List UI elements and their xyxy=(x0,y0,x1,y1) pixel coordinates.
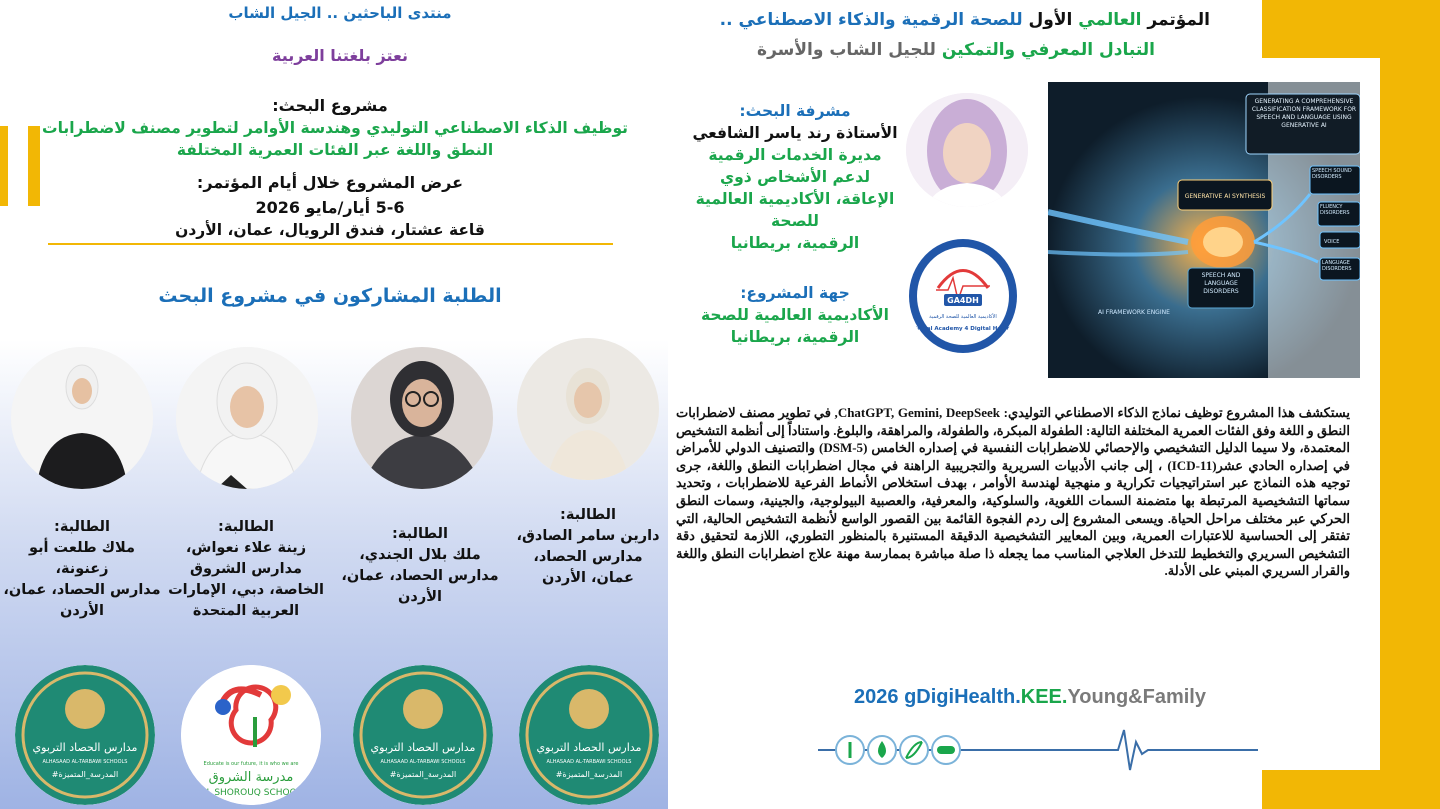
ai-image-label: VOICE xyxy=(1324,239,1340,245)
logo-text: #المدرسة_المتميزة xyxy=(51,770,119,779)
student-location: عمان، الأردن xyxy=(542,570,634,586)
logo-text: مدارس الحصاد التربوي xyxy=(32,741,138,754)
student-card xyxy=(508,505,668,589)
student-location: العربية المتحدة xyxy=(192,603,300,619)
supervisor-role: مديرة الخدمات الرقمية لدعم الأشخاص ذوي الإعاقة، الأكاديمية العالمية للصحة xyxy=(695,146,895,230)
supervisor-name: الأستاذة رند ياسر الشافعي xyxy=(692,124,898,142)
ai-image-label: SPEECH AND LANGUAGE DISORDERS xyxy=(1201,272,1241,295)
logo-text: GA4DH xyxy=(947,296,979,305)
student-card xyxy=(0,517,164,622)
student-school: مدارس الحصاد، عمان، xyxy=(341,568,499,584)
logo-text: ALHASAAD AL-TARBAWI SCHOOLS xyxy=(546,759,632,765)
conf-text: الأول xyxy=(1022,10,1079,30)
ai-image-label: SPEECH SOUND DISORDERS xyxy=(1312,168,1352,180)
logo-text: مدارس الحصاد التربوي xyxy=(370,741,476,754)
showing-venue: قاعة عشتار، فندق الرويال، عمان، الأردن xyxy=(175,221,485,239)
student-location: الأردن xyxy=(60,603,104,619)
supervisor-role-tail: الرقمية، بريطانيا xyxy=(730,234,860,252)
student-label: الطالبة: xyxy=(218,519,274,535)
sponsor-block xyxy=(690,282,900,348)
dna-icon xyxy=(900,736,928,764)
ai-image-title: GENERATING A COMPREHENSIVE CLASSIFICATION FRAMEWORK FOR SPEECH AND LANGUAGE USING GENERATIVE AI xyxy=(1251,98,1357,129)
ai-framework-image xyxy=(1048,82,1360,378)
medical-bag-icon xyxy=(836,736,864,764)
logo-text: #المدرسة_المتميزة xyxy=(389,770,457,779)
logo-text: الأكاديمية العالمية للصحة الرقمية xyxy=(929,314,997,320)
gold-accent-bar xyxy=(0,126,8,206)
conf-text: للصحة الرقمية والذكاء الاصطناعي .. xyxy=(719,10,1023,30)
project-title: توظيف الذكاء الاصطناعي التوليدي وهندسة الأوامر لتطوير مصنف لاضطرابات النطق واللغة عبر الفئات العمرية المختلفة xyxy=(42,119,628,159)
showing-label: عرض المشروع خلال أيام المؤتمر: xyxy=(196,173,464,192)
alshorouq-logo-icon xyxy=(181,665,321,805)
logo-text: Global Academy 4 Digital Health xyxy=(912,326,1014,332)
abstract-paragraph: يستكشف هذا المشروع توظيف نماذج الذكاء الاصطناعي التوليدي: ChatGPT, Gemini, DeepSeek, في تطوير مصنف لاضطرابات النطق و اللغة وفق الفئات العمرية المختلفة التالية: الطفولة المبكرة، والطفولة، والمراهقة، والبلوغ. واستناداً إلى أنظمة التشخيص المعتمدة، ولا سيما الدليل التشخيصي والإحصائي للاضطرابات النفسية في إصداره الخامس (DSM-5) والتصنيف الدولي للأمراض في إصداره الحادي عشر(ICD-11) ، إلى جانب الأدبيات السريرية والتجريبية الراهنة في مجال اضطرابات النطق واللغة، جرى توجيه هذه النماذج عبر استراتيجيات تكرارية و منهجية لهندسة الأوامر ، بهدف استخلاص الأنماط الفرعية للاضطرابات ، وتحديد سماتها التشخيصية المرتبطة بها متضمنة السمات اللغوية، والسلوكية، والمعرفية، والعصبية البيولوجية، والجينية، وسمات النطق الحركي عبر مختلف مراحل الحياة. ويسعى المشروع إلى ردم الفجوة القائمة بين القصور الواسع لأنظمة التشخيص الحالية، التي تفتقر إلى الحساسية للاعتبارات العمرية، وبين المعايير التشخيصية الدقيقة المستنيرة بالمنظور التطوري، اللازمة لتحقيق دقة التشخيص السريري والتخطيط للتدخل العلاجي المناسب مما يجعله ذا صلة مباشرة بممارسة مهنة علاج اضطرابات النطق واللغة والقرار السريري المبني على الأدلة. xyxy=(676,405,1350,579)
tagline-part: Young&Family xyxy=(1067,686,1206,708)
ai-image-label: FLUENCY DISORDERS xyxy=(1320,204,1350,216)
student-label: الطالبة: xyxy=(560,507,616,523)
student-photo-icon xyxy=(176,347,318,489)
conf-text: للجيل الشاب والأسرة xyxy=(757,40,936,60)
student-photo-icon xyxy=(517,338,659,480)
supervisor-photo-icon xyxy=(906,93,1028,207)
drop-icon xyxy=(868,736,896,764)
conference-title-line1 xyxy=(700,10,1210,30)
logo-text: Educate is our future, it is who we are xyxy=(203,761,299,767)
student-label: الطالبة: xyxy=(54,519,110,535)
ai-image-label: AI FRAMEWORK ENGINE xyxy=(1098,309,1170,316)
tagline-part: 2026 gDigiHealth. xyxy=(854,686,1021,708)
conf-text: المؤتمر xyxy=(1141,10,1210,30)
showing-date: 5-6 أيار/مايو 2026 xyxy=(255,198,405,217)
student-location: الأردن xyxy=(398,589,442,605)
alhasaad-logo-icon xyxy=(15,665,155,805)
sponsor-org: الأكاديمية العالمية للصحة xyxy=(700,306,889,324)
sponsor-label: جهة المشروع: xyxy=(740,284,850,302)
student-name: دارين سامر الصادق، xyxy=(516,528,660,544)
student-card xyxy=(340,524,500,608)
student-name: ملك بلال الجندي، xyxy=(359,547,481,563)
supervisor-label: مشرفة البحث: xyxy=(739,102,851,120)
logo-text: ALHASAAD AL-TARBAWI SCHOOLS xyxy=(380,759,466,765)
ai-image-label: GENERATIVE AI SYNTHESIS xyxy=(1184,193,1266,200)
project-label: مشروع البحث: xyxy=(272,96,388,115)
ai-image-label: LANGUAGE DISORDERS xyxy=(1322,260,1352,272)
logo-text: AL SHOROUQ SCHOOL xyxy=(200,788,302,798)
students-heading: الطلبة المشاركون في مشروع البحث xyxy=(158,285,502,307)
logo-text: ALHASAAD AL-TARBAWI SCHOOLS xyxy=(42,759,128,765)
student-label: الطالبة: xyxy=(392,526,448,542)
logo-text: مدارس الحصاد التربوي xyxy=(536,741,642,754)
student-name: زينة علاء نعواش، xyxy=(185,540,307,556)
event-tagline xyxy=(800,686,1260,709)
logo-text: مدرسة الشروق xyxy=(208,770,294,785)
student-school: مدارس الحصاد، عمان، xyxy=(3,582,161,598)
student-school: مدارس الشروق الخاصة، دبي، الإمارات xyxy=(168,561,324,598)
pill-icon xyxy=(932,736,960,764)
student-school: مدارس الحصاد، xyxy=(533,549,643,565)
student-photo-icon xyxy=(11,347,153,489)
alhasaad-logo-icon xyxy=(353,665,493,805)
forum-title: منتدى الباحثين .. الجيل الشاب xyxy=(228,4,452,22)
ga4dh-logo-icon xyxy=(908,238,1018,354)
slogan: نعتز بلغتنا العربية xyxy=(271,46,409,65)
gold-divider xyxy=(48,243,613,245)
logo-text: #المدرسة_المتميزة xyxy=(555,770,623,779)
conference-title-line2 xyxy=(700,40,1155,60)
alhasaad-logo-icon xyxy=(519,665,659,805)
student-card xyxy=(166,517,326,622)
supervisor-block xyxy=(690,100,900,254)
student-name: ملاك طلعت أبو زعنونة، xyxy=(29,540,135,577)
tagline-part: KEE. xyxy=(1020,686,1068,708)
student-photo-icon xyxy=(351,347,493,489)
gold-accent-bar xyxy=(28,126,40,206)
conf-text: العالمي xyxy=(1078,10,1142,30)
ecg-line xyxy=(818,720,1258,776)
sponsor-org-tail: الرقمية، بريطانيا xyxy=(730,328,860,346)
conf-text: التبادل المعرفي والتمكين xyxy=(935,40,1155,60)
